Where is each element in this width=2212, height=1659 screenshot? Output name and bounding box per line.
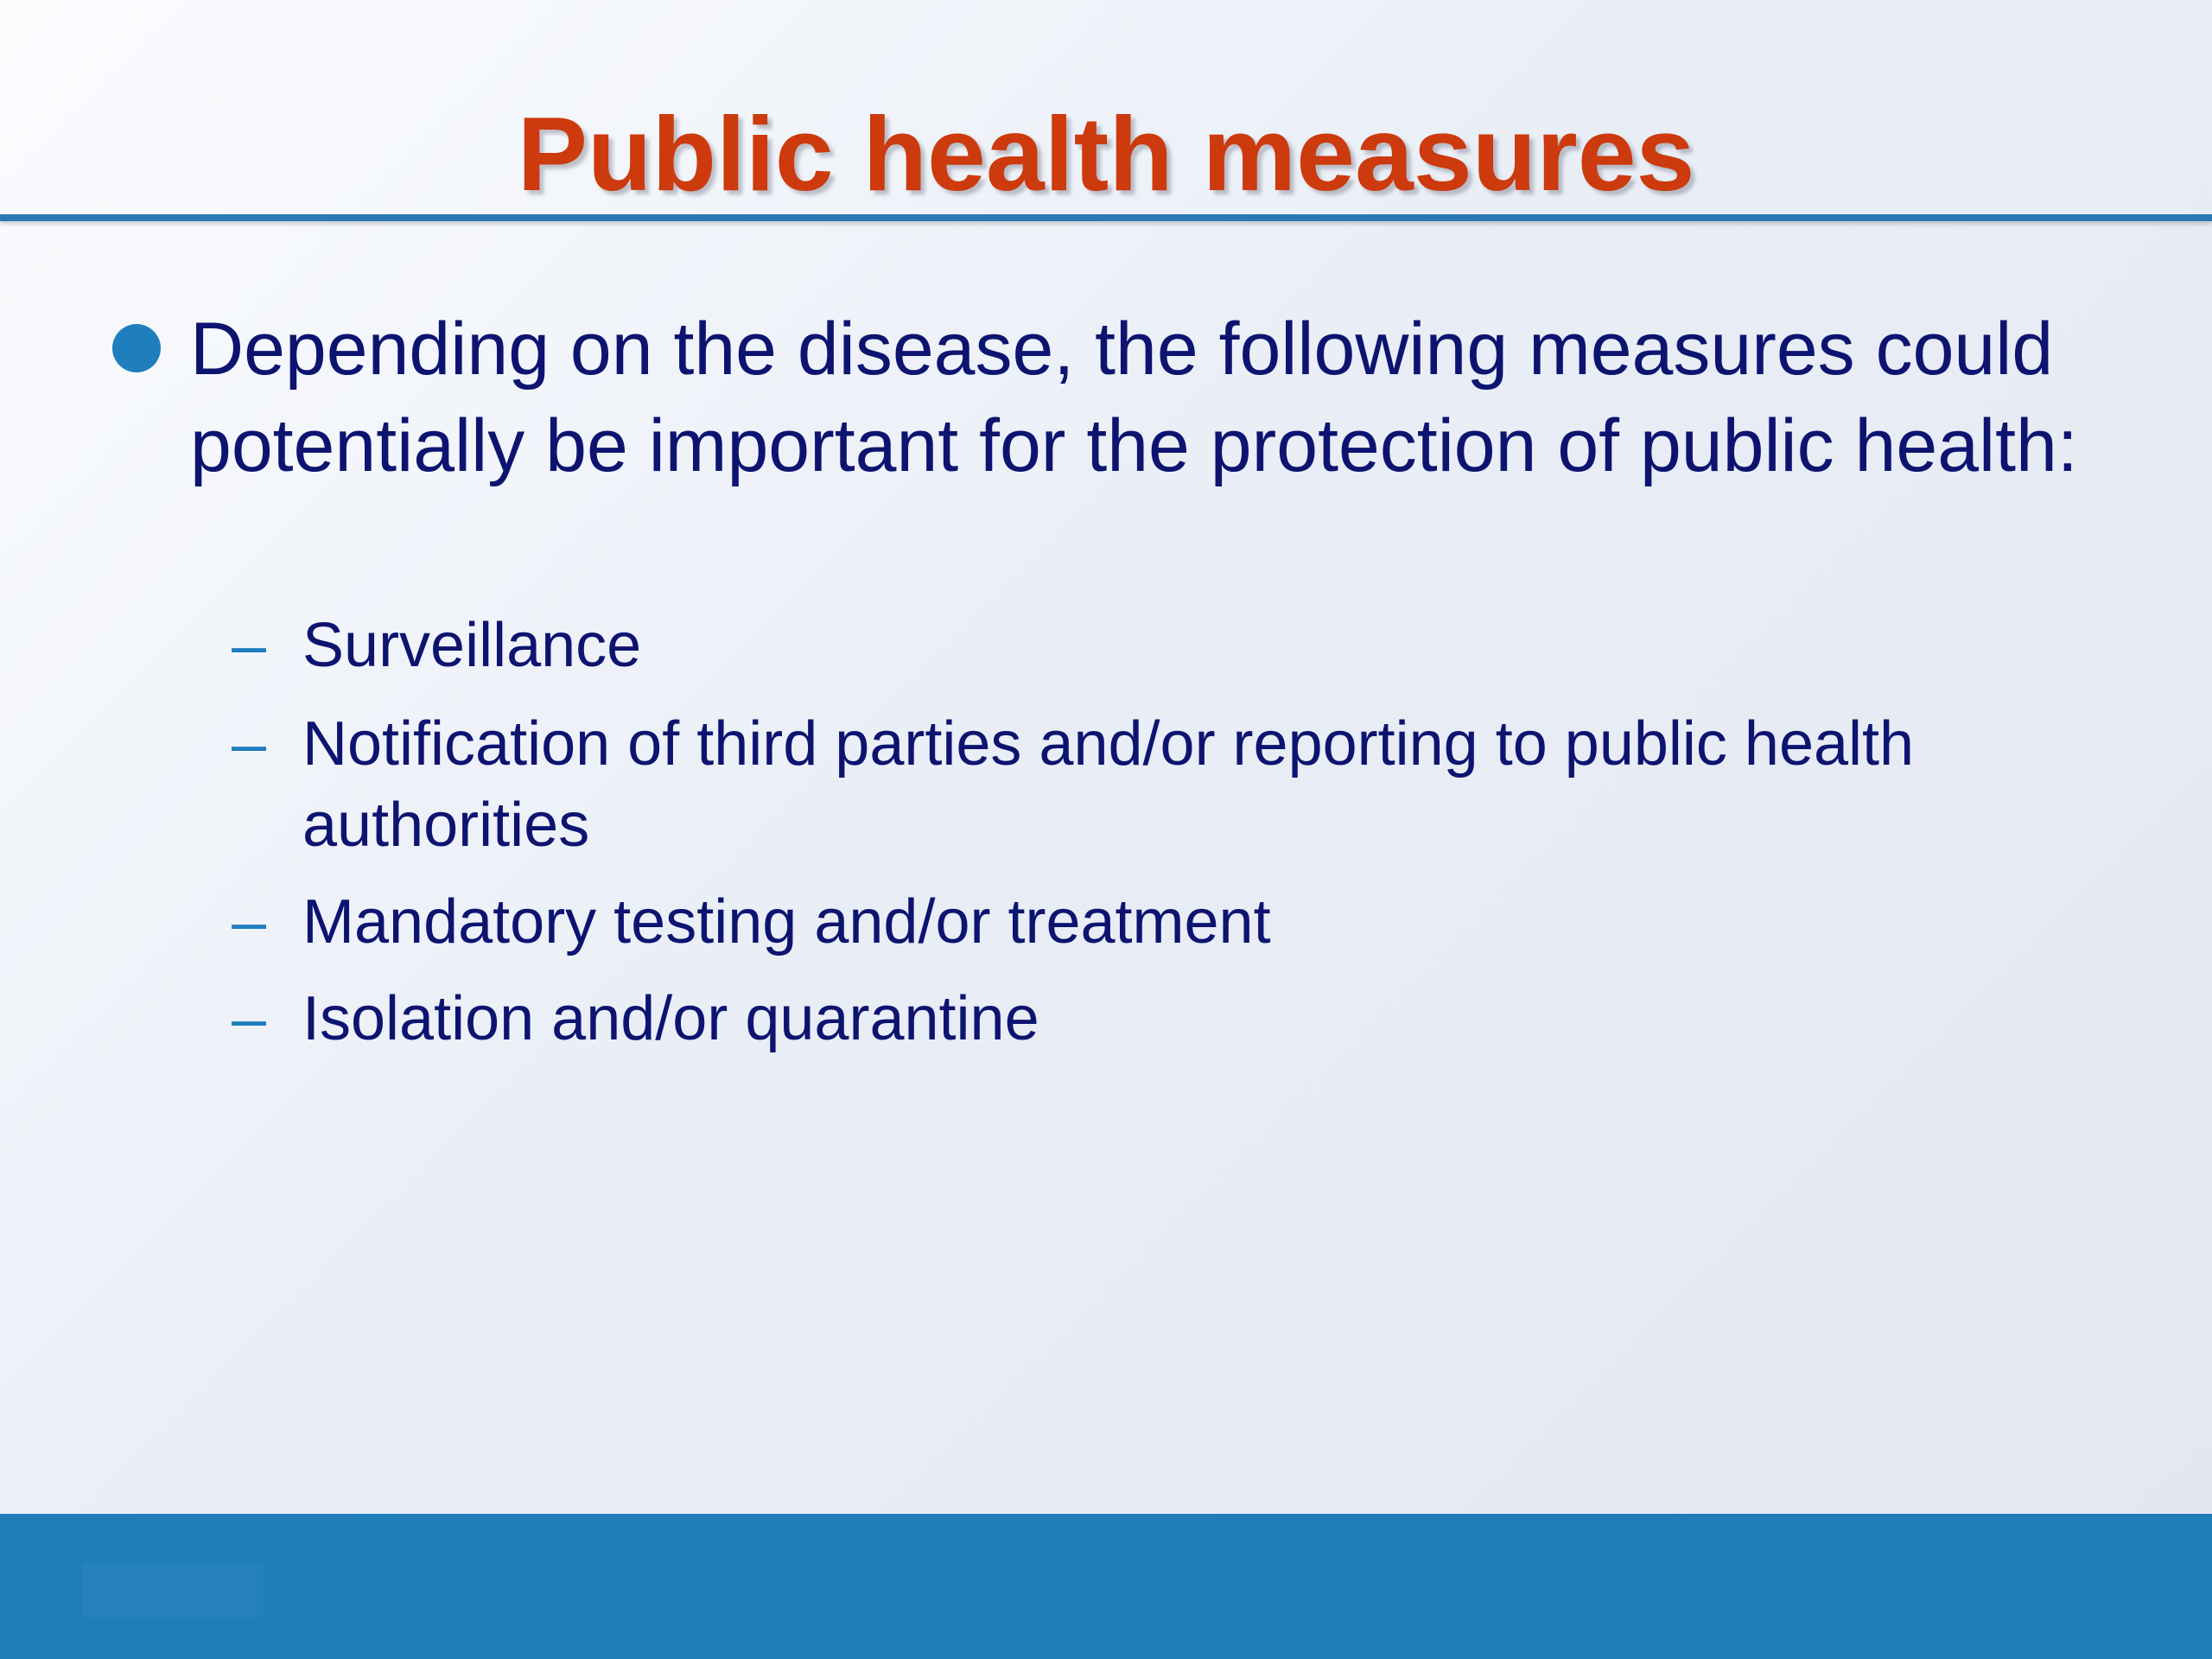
dash-icon: – (232, 984, 267, 1053)
footer-bar (0, 1514, 2212, 1659)
dash-icon: – (232, 887, 267, 957)
dash-icon: – (232, 709, 267, 779)
sub-bullet-text: Notification of third parties and/or reporting to public health authorities (302, 709, 1915, 860)
sub-bullet-text: Surveillance (302, 611, 642, 680)
sub-bullet-text: Mandatory testing and/or treatment (302, 887, 1271, 957)
footer-accent (82, 1562, 264, 1618)
bullet-dot-icon (112, 324, 161, 372)
main-bullet-text: Depending on the disease, the following measures could potentially be important for the protection of public health: (190, 308, 2078, 487)
sub-bullet-text: Isolation and/or quarantine (302, 984, 1039, 1053)
dash-icon: – (232, 611, 267, 680)
slide-title: Public health measures (517, 95, 1695, 213)
title-divider (0, 214, 2212, 221)
